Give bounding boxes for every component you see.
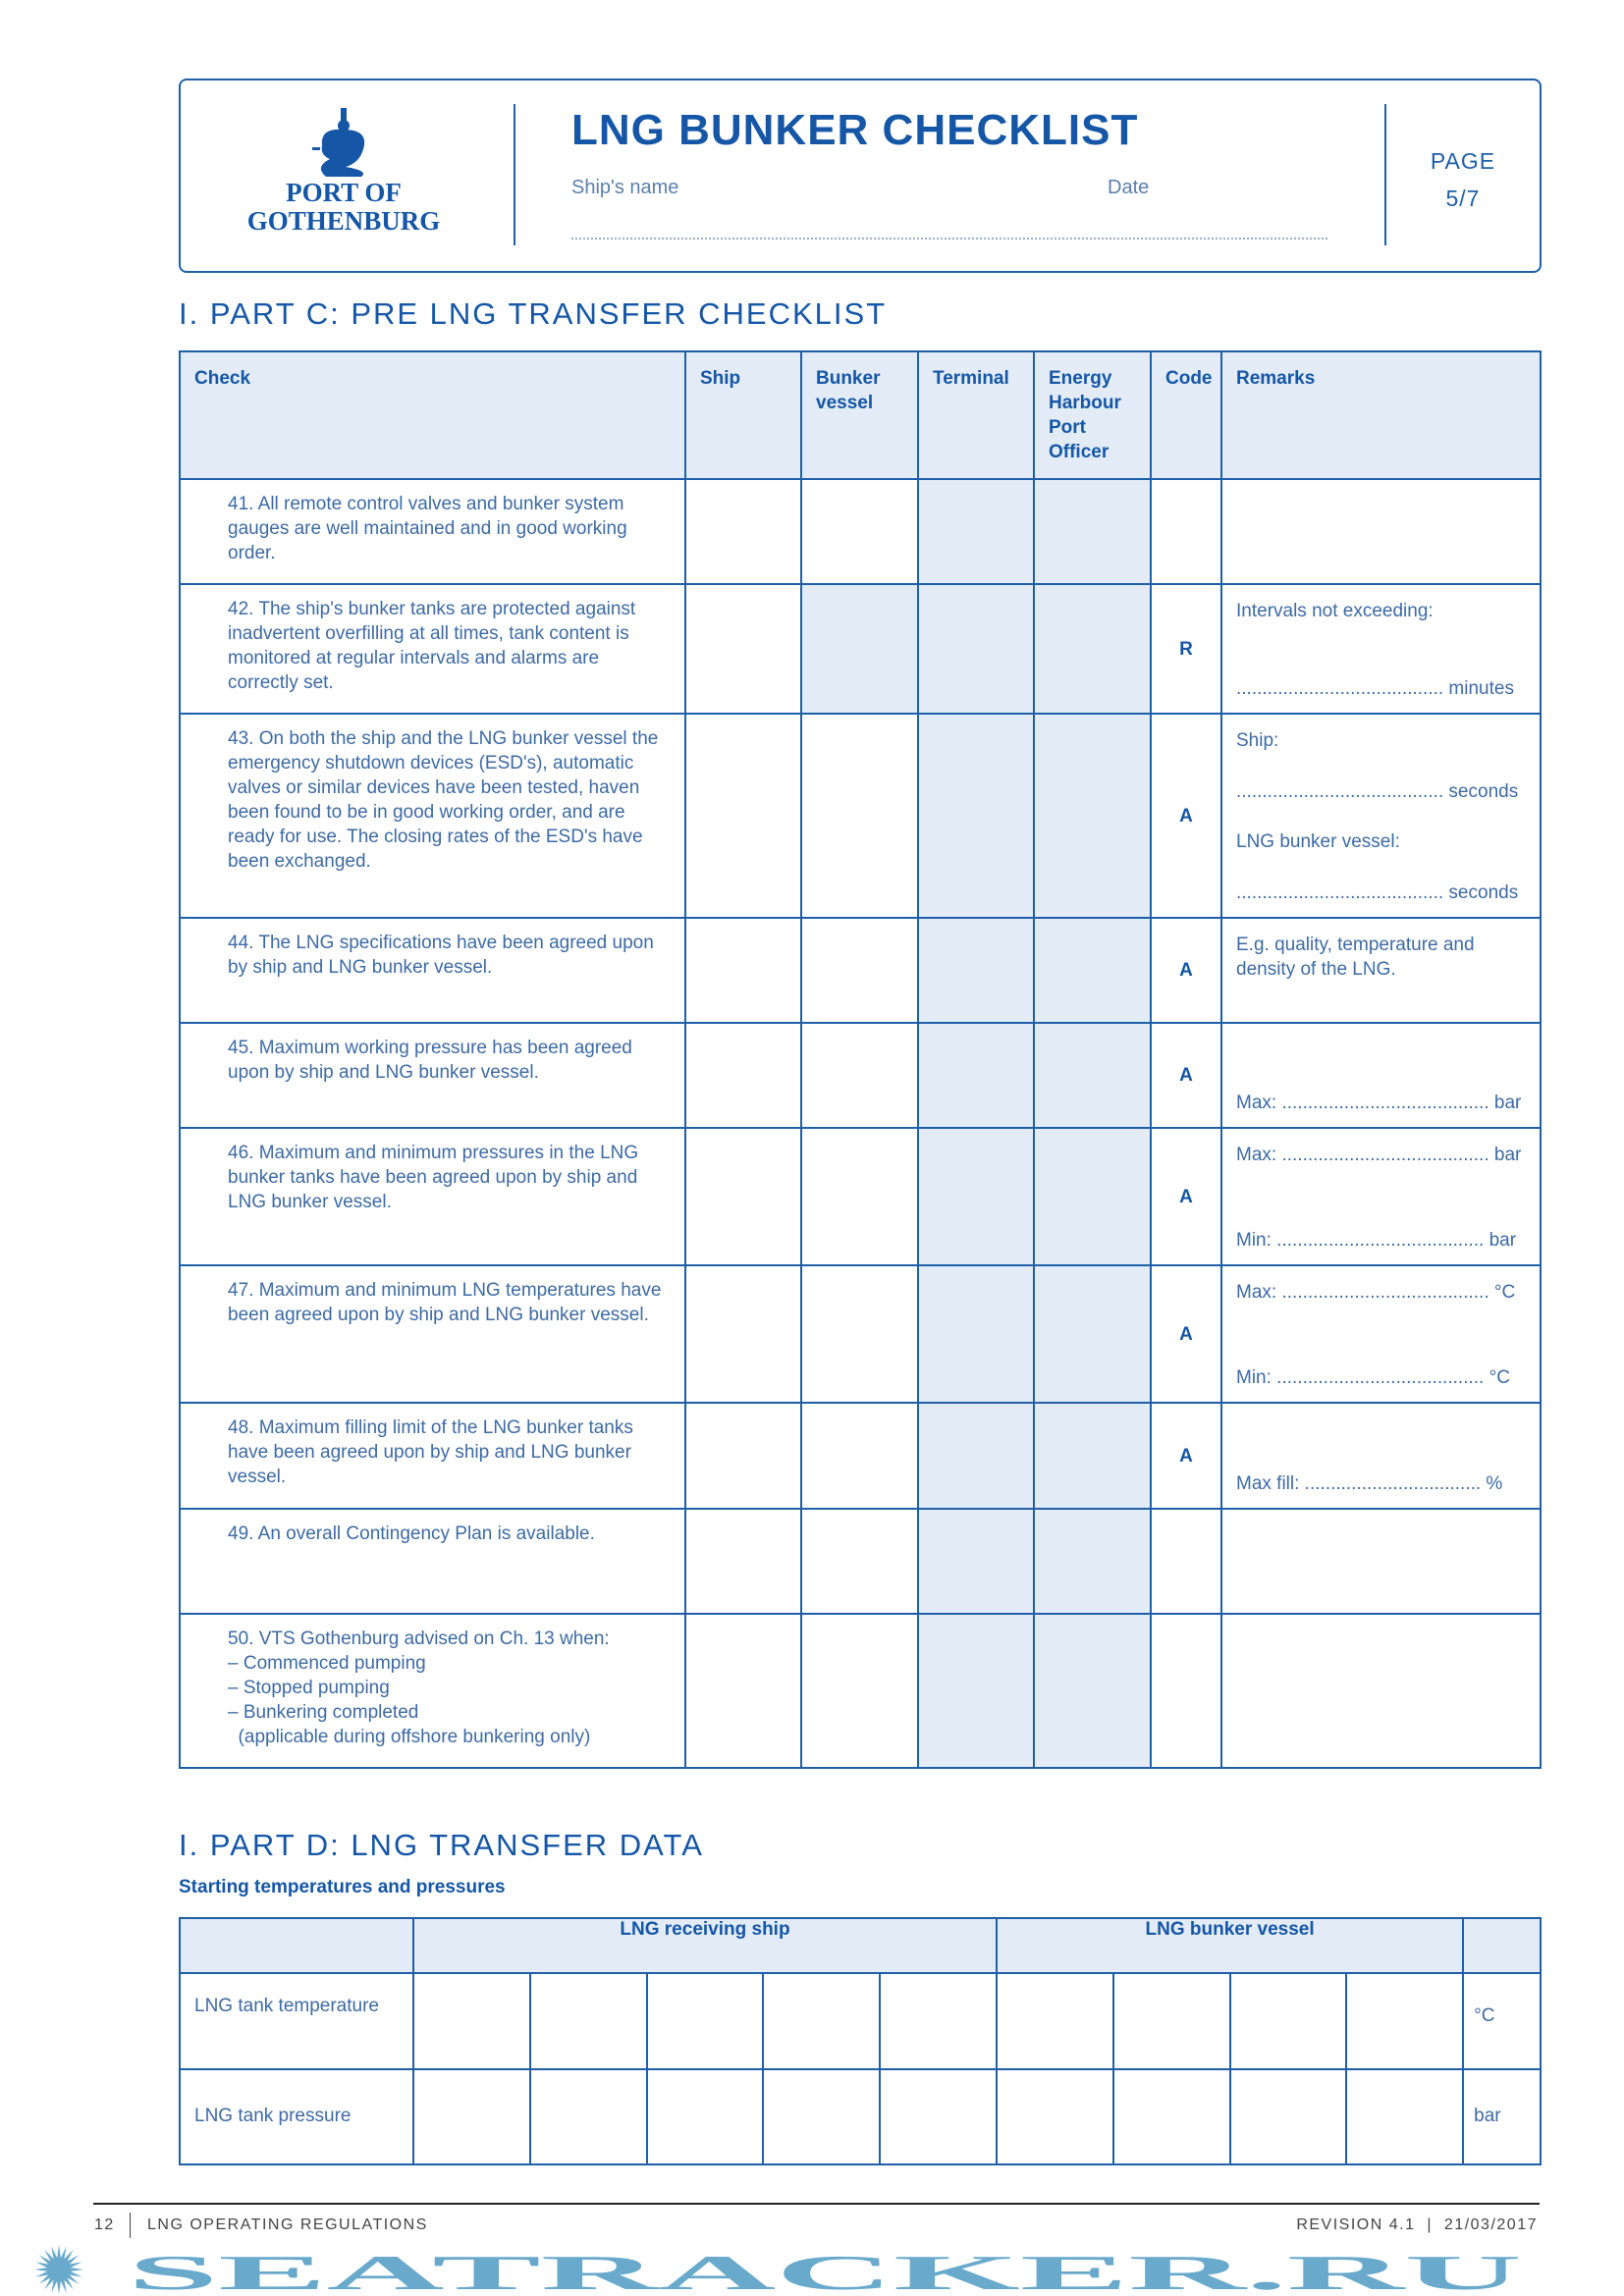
terminal-checkbox-cell[interactable] — [918, 1265, 1034, 1403]
data-entry-cell[interactable] — [413, 1973, 530, 2069]
check-line: 46. Maximum and minimum pressures in the LNG bunker tanks have been agreed upon by ship and LNG bunker vessel. — [228, 1143, 639, 1212]
energy-harbour-port-officer-checkbox-cell[interactable] — [1034, 1403, 1151, 1509]
check-line: (applicable during offshore bunkering only) — [228, 1727, 591, 1747]
footer-rule — [93, 2203, 1540, 2205]
check-line: 50. VTS Gothenburg advised on Ch. 13 when: — [228, 1629, 610, 1649]
terminal-checkbox-cell[interactable] — [918, 479, 1034, 584]
energy-harbour-port-officer-checkbox-cell[interactable] — [1034, 1265, 1151, 1403]
part-c-heading: I. PART C: PRE LNG TRANSFER CHECKLIST — [179, 296, 888, 331]
code-cell — [1151, 1614, 1221, 1768]
ship-checkbox-cell[interactable] — [685, 584, 801, 714]
data-entry-cell[interactable] — [880, 2069, 997, 2164]
svg-text:GOTHENBURG: GOTHENBURG — [246, 206, 441, 234]
code-cell: A — [1151, 1403, 1221, 1509]
code-cell: R — [1151, 584, 1221, 714]
data-entry-cell[interactable] — [1113, 2069, 1230, 2164]
check-text — [180, 584, 685, 714]
column-header-energy: Energy Harbour Port Officer — [1034, 351, 1151, 479]
code-cell: A — [1151, 1128, 1221, 1265]
part-d-subheading: Starting temperatures and pressures — [179, 1877, 506, 1897]
terminal-checkbox-cell[interactable] — [918, 1509, 1034, 1614]
check-text — [180, 918, 685, 1023]
data-entry-cell[interactable] — [1113, 1973, 1230, 2069]
energy-harbour-port-officer-checkbox-cell[interactable] — [1034, 1614, 1151, 1768]
footer-doc-title: LNG OPERATING REGULATIONS — [147, 2216, 428, 2233]
bunker-vessel-checkbox-cell[interactable] — [801, 1265, 918, 1403]
remarks-cell[interactable] — [1221, 1614, 1541, 1768]
code-cell: A — [1151, 1265, 1221, 1403]
bunker-vessel-checkbox-cell[interactable] — [801, 714, 918, 918]
checklist-row — [180, 714, 1541, 918]
column-header-bunker: Bunker vessel — [801, 351, 918, 479]
unit-label: °C — [1463, 1973, 1541, 2069]
check-text — [180, 1265, 685, 1403]
check-line: 49. An overall Contingency Plan is available. — [228, 1523, 595, 1544]
remarks-line: Min: ........................................ bar — [1236, 1230, 1517, 1251]
check-line: – Bunkering completed — [228, 1702, 419, 1723]
code-cell: A — [1151, 714, 1221, 918]
remarks-cell[interactable] — [1221, 584, 1541, 714]
svg-text:PORT OF: PORT OF — [286, 178, 402, 207]
pre-transfer-checklist-table — [179, 350, 1542, 1769]
checklist-row — [180, 584, 1541, 714]
check-text — [180, 1128, 685, 1265]
data-entry-cell[interactable] — [880, 1973, 997, 2069]
footer-revision: REVISION 4.1 | 21/03/2017 — [1296, 2216, 1538, 2233]
transfer-data-row — [180, 2069, 1541, 2164]
checklist-row — [180, 918, 1541, 1023]
remarks-cell[interactable] — [1221, 1023, 1541, 1128]
remarks-cell[interactable] — [1221, 918, 1541, 1023]
energy-harbour-port-officer-checkbox-cell[interactable] — [1034, 714, 1151, 918]
data-entry-cell[interactable] — [997, 2069, 1113, 2164]
remarks-line: ........................................ seconds — [1236, 780, 1519, 802]
check-text — [180, 1023, 685, 1128]
energy-harbour-port-officer-checkbox-cell[interactable] — [1034, 1023, 1151, 1128]
group-header-bunker-vessel: LNG bunker vessel — [997, 1918, 1463, 1973]
remarks-line: Max: ........................................ bar — [1236, 1145, 1522, 1165]
terminal-checkbox-cell[interactable] — [918, 714, 1034, 918]
ship-checkbox-cell[interactable] — [685, 479, 801, 584]
energy-harbour-port-officer-checkbox-cell[interactable] — [1034, 479, 1151, 584]
remarks-line: E.g. quality, temperature and density of the LNG. — [1236, 934, 1475, 980]
bunker-vessel-checkbox-cell[interactable] — [801, 1614, 918, 1768]
terminal-checkbox-cell[interactable] — [918, 1023, 1034, 1128]
checklist-row — [180, 1265, 1541, 1403]
check-text — [180, 1509, 685, 1614]
check-line: – Commenced pumping — [228, 1653, 426, 1674]
check-line: 45. Maximum working pressure has been agreed upon by ship and LNG bunker vessel. — [228, 1038, 632, 1083]
port-of-gothenburg-logo — [232, 106, 467, 234]
checklist-row — [180, 1614, 1541, 1768]
unit-label: bar — [1463, 2069, 1541, 2164]
data-entry-cell[interactable] — [1230, 1973, 1347, 2069]
date-label: Date — [1108, 177, 1150, 198]
remarks-cell[interactable] — [1221, 1509, 1541, 1614]
sunburst-icon — [34, 2245, 83, 2294]
terminal-checkbox-cell[interactable] — [918, 1128, 1034, 1265]
page-indicator — [1414, 142, 1512, 217]
bunker-vessel-checkbox-cell[interactable] — [801, 1128, 918, 1265]
checklist-row — [180, 1403, 1541, 1509]
row-label: LNG tank pressure — [180, 2069, 413, 2164]
remarks-line: ........................................ seconds — [1236, 881, 1519, 903]
data-entry-cell[interactable] — [763, 2069, 880, 2164]
checklist-row — [180, 1509, 1541, 1614]
data-entry-cell[interactable] — [763, 1973, 880, 2069]
ship-checkbox-cell[interactable] — [685, 1265, 801, 1403]
data-entry-cell[interactable] — [530, 2069, 647, 2164]
bunker-vessel-checkbox-cell[interactable] — [801, 479, 918, 584]
column-header-ship: Ship — [685, 351, 801, 479]
remarks-line: Intervals not exceeding: — [1236, 601, 1434, 621]
ship-checkbox-cell[interactable] — [685, 1128, 801, 1265]
bunker-vessel-checkbox-cell[interactable] — [801, 584, 918, 714]
ship-checkbox-cell[interactable] — [685, 1403, 801, 1509]
unit-header — [1463, 1918, 1541, 1973]
group-header-receiving-ship: LNG receiving ship — [413, 1918, 997, 1973]
check-line: – Stopped pumping — [228, 1678, 390, 1698]
column-header-terminal: Terminal — [918, 351, 1034, 479]
remarks-line: Max: ........................................ bar — [1236, 1093, 1522, 1113]
page-value: 5/7 — [1445, 186, 1481, 211]
check-line: 43. On both the ship and the LNG bunker vessel the emergency shutdown devices (ESD's), automatic valves or similar devices have been tested, haven been found to be in good working order, and are ready for use. The closing rates of the ESD's have been exchanged. — [228, 728, 659, 872]
part-d-heading: I. PART D: LNG TRANSFER DATA — [179, 1828, 704, 1862]
check-line: 44. The LNG specifications have been agreed upon by ship and LNG bunker vessel. — [228, 933, 654, 978]
remarks-cell[interactable] — [1221, 1403, 1541, 1509]
footer-divider — [130, 2213, 131, 2238]
header-divider — [514, 104, 515, 245]
watermark-text: SEATRACKER.RU — [128, 2245, 1522, 2296]
ship-checkbox-cell[interactable] — [685, 714, 801, 918]
check-text — [180, 1403, 685, 1509]
energy-harbour-port-officer-checkbox-cell[interactable] — [1034, 1509, 1151, 1614]
check-line: 48. Maximum filling limit of the LNG bunker tanks have been agreed upon by ship and LNG bunker vessel. — [228, 1417, 633, 1487]
checklist-row — [180, 479, 1541, 584]
remarks-line: LNG bunker vessel: — [1236, 831, 1400, 853]
column-header-check: Check — [180, 351, 685, 479]
code-cell — [1151, 1509, 1221, 1614]
checklist-row — [180, 1128, 1541, 1265]
ship-checkbox-cell[interactable] — [685, 1509, 801, 1614]
header-divider — [1384, 104, 1386, 245]
remarks-cell[interactable] — [1221, 1128, 1541, 1265]
terminal-checkbox-cell[interactable] — [918, 918, 1034, 1023]
bunker-vessel-checkbox-cell[interactable] — [801, 918, 918, 1023]
energy-harbour-port-officer-checkbox-cell[interactable] — [1034, 584, 1151, 714]
blank-header — [180, 1918, 413, 1973]
remarks-line: ........................................ minutes — [1236, 678, 1514, 699]
remarks-cell[interactable] — [1221, 479, 1541, 584]
bunker-vessel-checkbox-cell[interactable] — [801, 1403, 918, 1509]
data-entry-cell[interactable] — [530, 1973, 647, 2069]
ships-name-date-field[interactable] — [571, 238, 1327, 240]
check-line: 47. Maximum and minimum LNG temperatures have been agreed upon by ship and LNG bunker vessel. — [228, 1280, 662, 1325]
page-label: PAGE — [1430, 148, 1496, 174]
ship-checkbox-cell[interactable] — [685, 1023, 801, 1128]
remarks-cell[interactable] — [1221, 1265, 1541, 1403]
check-text — [180, 1614, 685, 1768]
ship-checkbox-cell[interactable] — [685, 1614, 801, 1768]
energy-harbour-port-officer-checkbox-cell[interactable] — [1034, 918, 1151, 1023]
code-cell: A — [1151, 1023, 1221, 1128]
seatracker-watermark — [0, 2244, 1624, 2296]
data-entry-cell[interactable] — [413, 2069, 530, 2164]
check-line: 41. All remote control valves and bunker system gauges are well maintained and in good working order. — [228, 494, 627, 563]
code-cell: A — [1151, 918, 1221, 1023]
column-header-code: Code — [1151, 351, 1221, 479]
bunker-vessel-checkbox-cell[interactable] — [801, 1023, 918, 1128]
data-entry-cell[interactable] — [647, 2069, 764, 2164]
terminal-checkbox-cell[interactable] — [918, 1614, 1034, 1768]
column-header-remarks: Remarks — [1221, 351, 1541, 479]
remarks-line: Min: ........................................ °C — [1236, 1367, 1510, 1388]
data-entry-cell[interactable] — [1230, 2069, 1347, 2164]
checklist-row — [180, 1023, 1541, 1128]
terminal-checkbox-cell[interactable] — [918, 1403, 1034, 1509]
remarks-line: Max: ........................................ °C — [1236, 1282, 1516, 1303]
terminal-checkbox-cell[interactable] — [918, 584, 1034, 714]
check-text — [180, 479, 685, 584]
remarks-cell[interactable] — [1221, 714, 1541, 918]
code-cell — [1151, 479, 1221, 584]
ship-checkbox-cell[interactable] — [685, 918, 801, 1023]
bunker-vessel-checkbox-cell[interactable] — [801, 1509, 918, 1614]
remarks-line: Ship: — [1236, 730, 1279, 751]
row-label: LNG tank temperature — [180, 1973, 413, 2069]
data-entry-cell[interactable] — [997, 1973, 1113, 2069]
data-entry-cell[interactable] — [1346, 1973, 1463, 2069]
check-line: 42. The ship's bunker tanks are protected against inadvertent overfilling at all times, tank content is monitored at regular intervals and alarms are correctly set. — [228, 599, 636, 693]
check-text — [180, 714, 685, 918]
ships-name-label: Ship's name — [571, 177, 679, 198]
transfer-data-table — [179, 1917, 1542, 2165]
page-title: LNG BUNKER CHECKLIST — [571, 106, 1139, 154]
data-entry-cell[interactable] — [1346, 2069, 1463, 2164]
remarks-line: Max fill: .................................. % — [1236, 1473, 1503, 1494]
data-entry-cell[interactable] — [647, 1973, 764, 2069]
transfer-data-row — [180, 1973, 1541, 2069]
energy-harbour-port-officer-checkbox-cell[interactable] — [1034, 1128, 1151, 1265]
footer-page-number: 12 — [94, 2216, 115, 2233]
